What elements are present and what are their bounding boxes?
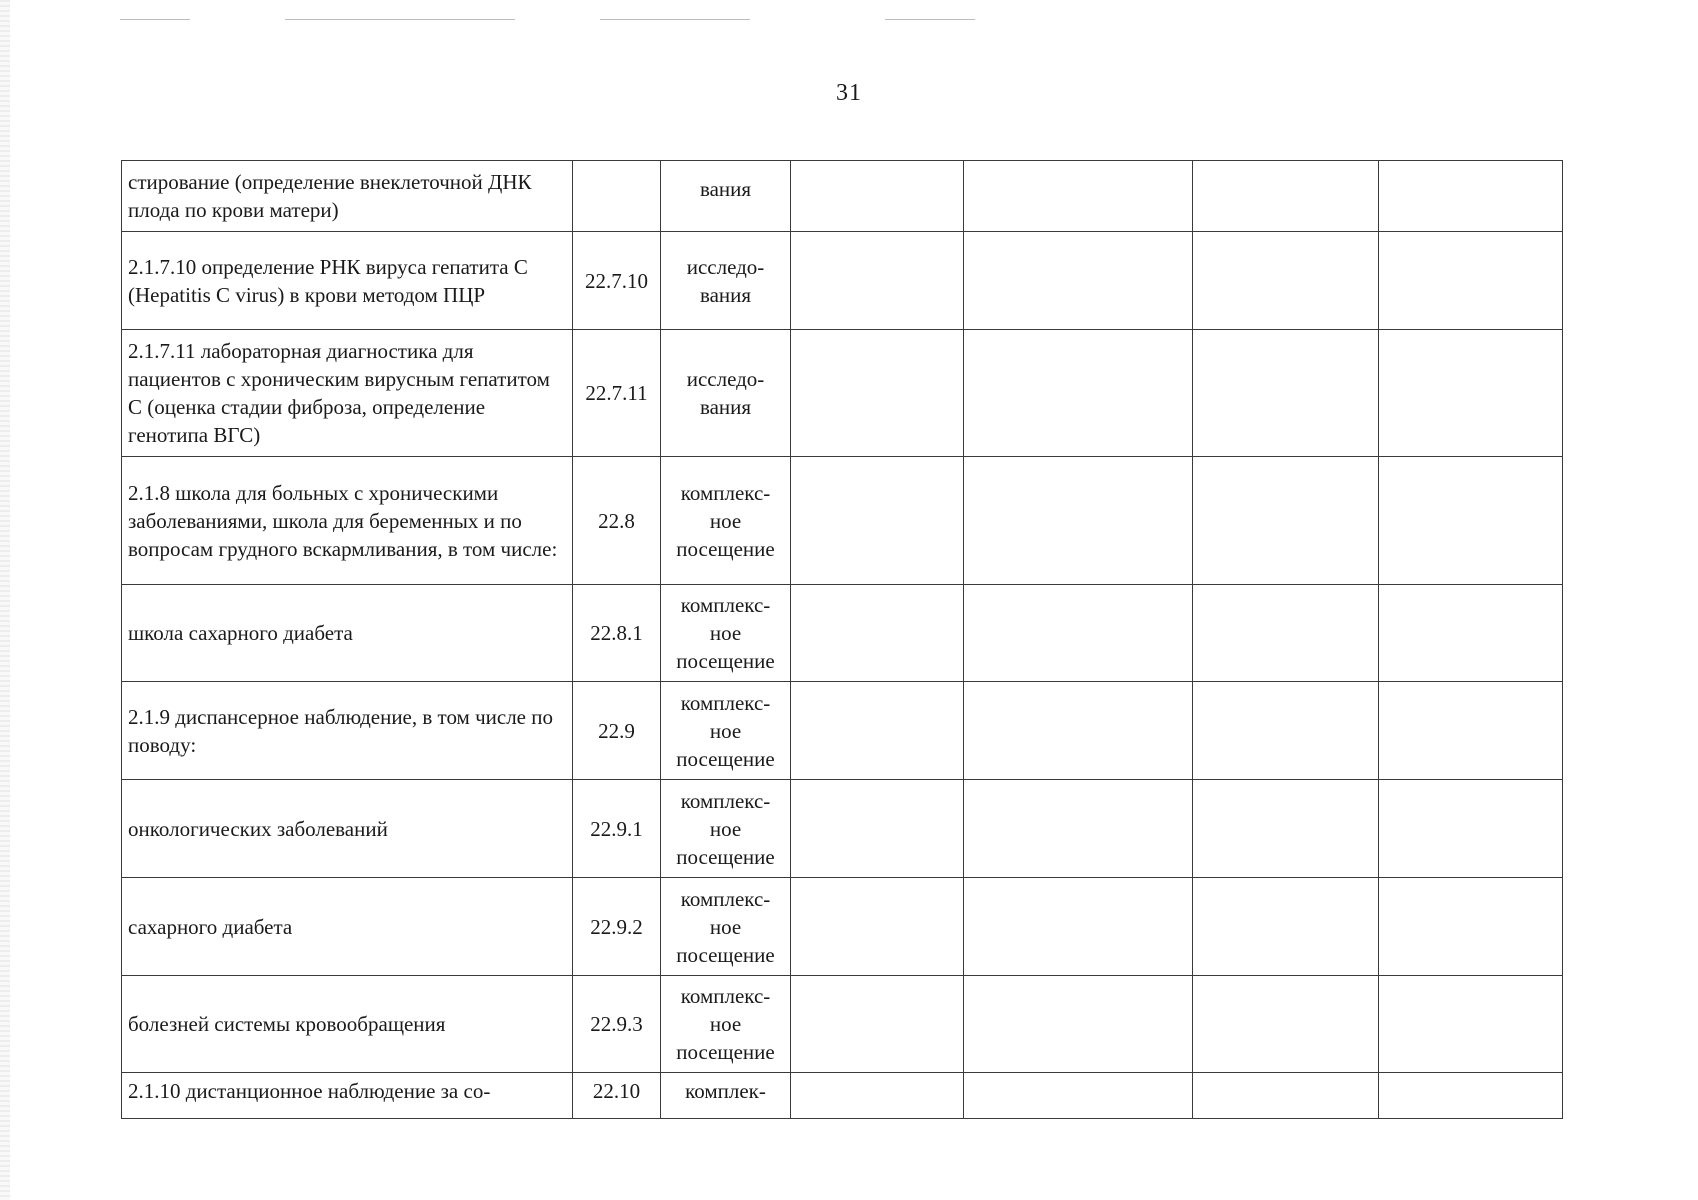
code-cell: 22.9: [573, 682, 661, 780]
table-row: [122, 780, 1563, 878]
empty-cell: [791, 1073, 964, 1119]
empty-cell: [1193, 330, 1379, 457]
empty-cell: [1193, 1073, 1379, 1119]
table-row: [122, 1073, 1563, 1119]
table-row: [122, 161, 1563, 232]
service-name-cell: 2.1.8 школа для больных с хроническими заболеваниями, школа для беременных и по вопросам грудного вскармливания, в том числе:: [122, 457, 573, 585]
service-name-cell: 2.1.7.10 определение РНК вируса гепатита С (Hepatitis C virus) в крови методом ПЦР: [122, 232, 573, 330]
empty-cell: [1193, 232, 1379, 330]
service-name-cell: 2.1.9 диспансерное наблюдение, в том числе по поводу:: [122, 682, 573, 780]
unit-cell: исследо-вания: [661, 232, 791, 330]
empty-cell: [1379, 457, 1563, 585]
empty-cell: [1379, 878, 1563, 976]
table-row: [122, 585, 1563, 682]
empty-cell: [1379, 330, 1563, 457]
empty-cell: [1379, 585, 1563, 682]
unit-cell: комплекс-ное посещение: [661, 780, 791, 878]
empty-cell: [1193, 457, 1379, 585]
data-table: [121, 160, 1563, 1119]
empty-cell: [1379, 780, 1563, 878]
table-row: [122, 330, 1563, 457]
table-row: [122, 457, 1563, 585]
service-name-cell: школа сахарного диабета: [122, 585, 573, 682]
code-cell: 22.9.2: [573, 878, 661, 976]
table-row: [122, 976, 1563, 1073]
service-name-cell: 2.1.10 дистанционное наблюдение за со-: [122, 1073, 573, 1119]
empty-cell: [964, 330, 1193, 457]
code-cell: 22.8.1: [573, 585, 661, 682]
empty-cell: [964, 161, 1193, 232]
unit-cell: комплекс-ное посещение: [661, 976, 791, 1073]
service-name-cell: стирование (определение внеклеточной ДНК плода по крови матери): [122, 161, 573, 232]
empty-cell: [1379, 232, 1563, 330]
code-cell: 22.10: [573, 1073, 661, 1119]
empty-cell: [791, 585, 964, 682]
code-cell: 22.9.1: [573, 780, 661, 878]
unit-cell: исследо-вания: [661, 330, 791, 457]
service-name-cell: болезней системы кровообращения: [122, 976, 573, 1073]
empty-cell: [1379, 682, 1563, 780]
page-number: 31: [836, 80, 862, 106]
scan-edge: [0, 0, 10, 1200]
empty-cell: [791, 878, 964, 976]
empty-cell: [791, 682, 964, 780]
empty-cell: [964, 682, 1193, 780]
table-row: [122, 682, 1563, 780]
empty-cell: [964, 232, 1193, 330]
unit-cell: комплекс-ное посещение: [661, 682, 791, 780]
unit-cell: комплек-: [661, 1073, 791, 1119]
code-cell: 22.7.11: [573, 330, 661, 457]
unit-cell: вания: [661, 161, 791, 232]
empty-cell: [791, 457, 964, 585]
table-row: [122, 878, 1563, 976]
code-cell: 22.7.10: [573, 232, 661, 330]
empty-cell: [964, 457, 1193, 585]
unit-cell: комплекс-ное посещение: [661, 878, 791, 976]
empty-cell: [1193, 976, 1379, 1073]
table-row: [122, 232, 1563, 330]
service-name-cell: 2.1.7.11 лабораторная диагностика для пациентов с хроническим вирусным гепатитом С (оценка стадии фиброза, определение генотипа ВГС): [122, 330, 573, 457]
empty-cell: [1379, 976, 1563, 1073]
empty-cell: [964, 1073, 1193, 1119]
empty-cell: [964, 878, 1193, 976]
code-cell: 22.8: [573, 457, 661, 585]
empty-cell: [1193, 585, 1379, 682]
service-name-cell: онкологических заболеваний: [122, 780, 573, 878]
empty-cell: [1379, 1073, 1563, 1119]
empty-cell: [791, 330, 964, 457]
empty-cell: [791, 780, 964, 878]
service-name-cell: сахарного диабета: [122, 878, 573, 976]
empty-cell: [791, 232, 964, 330]
empty-cell: [964, 976, 1193, 1073]
scan-line: [120, 19, 190, 20]
scan-line: [885, 19, 975, 20]
empty-cell: [1193, 780, 1379, 878]
empty-cell: [1193, 878, 1379, 976]
empty-cell: [791, 161, 964, 232]
code-cell: [573, 161, 661, 232]
scan-line: [285, 19, 515, 20]
empty-cell: [1193, 682, 1379, 780]
empty-cell: [1193, 161, 1379, 232]
empty-cell: [1379, 161, 1563, 232]
empty-cell: [964, 585, 1193, 682]
unit-cell: комплекс-ное посещение: [661, 585, 791, 682]
unit-cell: комплекс-ное посещение: [661, 457, 791, 585]
empty-cell: [964, 780, 1193, 878]
scan-line: [600, 19, 750, 20]
empty-cell: [791, 976, 964, 1073]
code-cell: 22.9.3: [573, 976, 661, 1073]
